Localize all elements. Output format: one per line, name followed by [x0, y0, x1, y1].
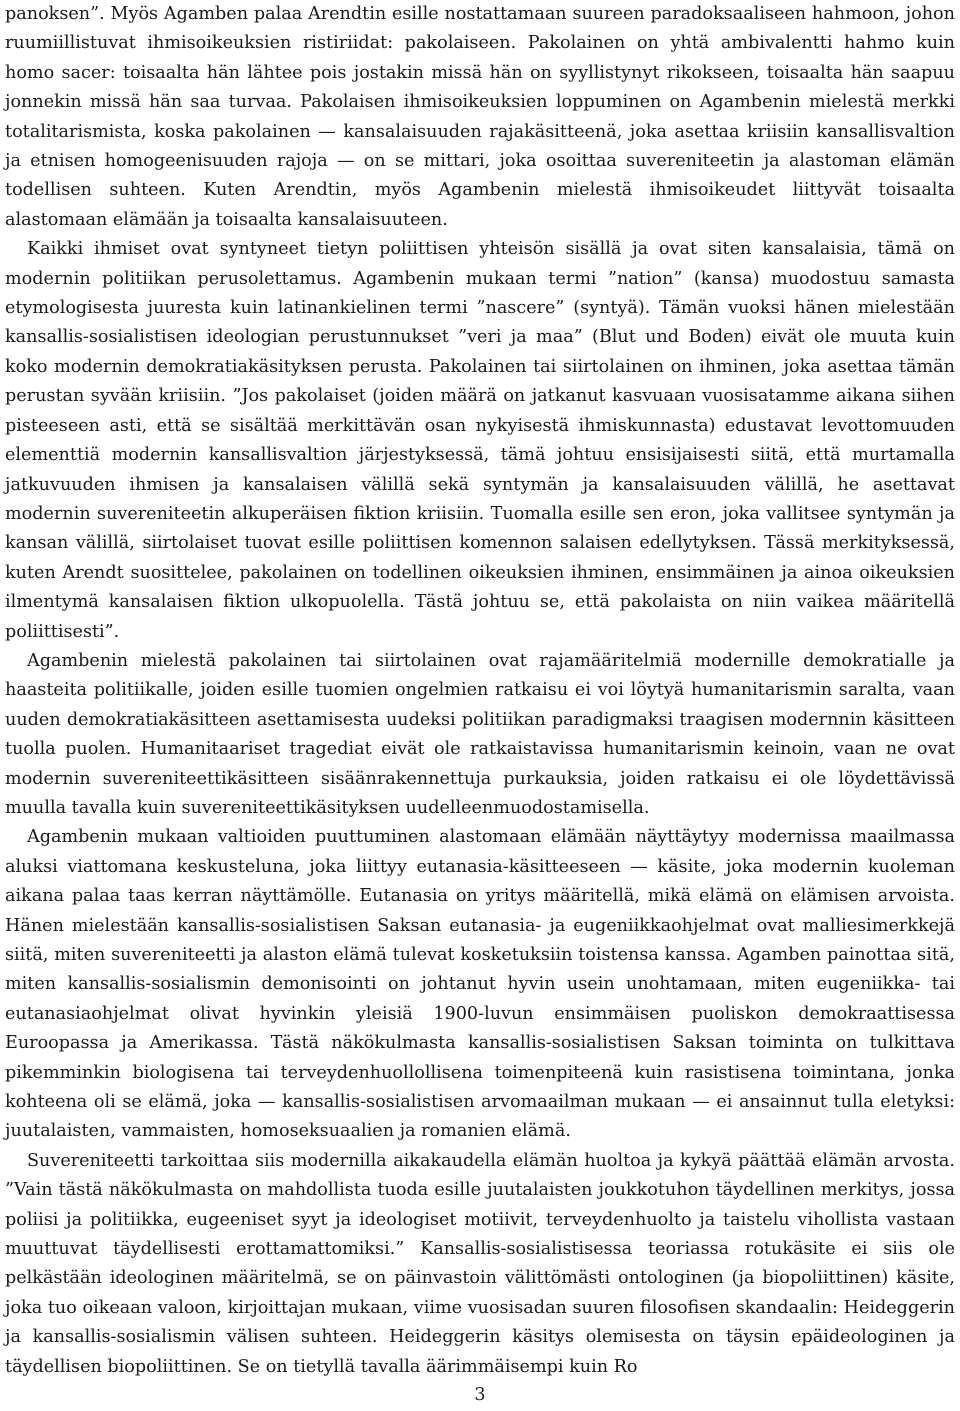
- paragraph-4: Agambenin mukaan valtioiden puuttuminen alastomaan elämään näyttäytyy modernissa maailmassa aluksi viattomana keskusteluna, joka liittyy eutanasia-käsitteeseen — käsite, joka modernin kuoleman aikana palaa taas kerran näyttämölle. Eutanasia on yritys määritellä, mikä elämä on elämisen arvoista. Hänen mielestään kansallis-sosialistisen Saksan eutanasia- ja eugeniikkaohjelmat ovat malliesimerkkejä siitä, miten suvereniteetti ja alaston elämä tulevat kosketuksiin toistensa kanssa. Agamben painottaa sitä, miten kansallis-sosialismin demonisointi on johtanut hyvin usein unohtamaan, miten eugeniikka- tai eutanasiaohjelmat olivat hyvinkin yleisiä 1900-luvun ensimmäisen puoliskon demokraattisessa Euroopassa ja Amerikassa. Tästä näkökulmasta kansallis-sosialistisen Saksan toiminta on tulkittava pikemminkin biologisena tai terveydenhuollollisena toimenpiteenä kuin rasistisena toimintana, jonka kohteena oli se elämä, joka — kansallis-sosialistisen arvomaailman mukaan — ei ansainnut tulla eletyksi: juutalaisten, vammaisten, homoseksuaalien ja romanien elämä.: [5, 827, 955, 1142]
- paragraph-1: panoksen”. Myös Agamben palaa Arendtin esille nostattamaan suureen paradoksaaliseen hahmoon, johon ruumiillistuvat ihmisoikeuksien ristiriidat: pakolaiseen. Pakolainen on yhtä ambivalentti hahmo kuin homo sacer: toisaalta hän lähtee pois jostakin missä hän on syyllistynyt rikokseen, toisaalta hän saapuu jonnekin missä hän saa turvaa. Pakolaisen ihmisoikeuksien loppuminen on Agambenin mielestä merkki totalitarismista, koska pakolainen — kansalaisuuden rajakäsitteenä, joka asettaa kriisiin kansallisvaltion ja etnisen homogeenisuuden rajoja — on se mittari, joka osoittaa suvereniteetin ja alastoman elämän todellisen suhteen. Kuten Arendtin, myös Agambenin mielestä ihmisoikeudet liittyvät toisaalta alastomaan elämään ja toisaalta kansalaisuuteen.: [5, 4, 955, 230]
- document-page: [5, 0, 955, 1382]
- paragraph-5: Suvereniteetti tarkoittaa siis modernilla aikakaudella elämän huoltoa ja kykyä päättää elämän arvosta. ”Vain tästä näkökulmasta on mahdollista tuoda esille juutalaisten joukkotuhon täydellinen merkitys, jossa poliisi ja politiikka, eugeeniset syyt ja ideologiset motiivit, terveydenhuolto ja taistelu vihollista vastaan muuttuvat täydellisesti erottamattomiksi.” Kansallis-sosialistisessa teoriassa rotukäsite ei siis ole pelkästään ideologinen määritelmä, se on päinvastoin välittömästi ontologinen (ja biopoliittinen) käsite, joka tuo oikeaan valoon, kirjoittajan mukaan, viime vuosisadan suuren filosofisen skandaalin: Heideggerin ja kansallis-sosialismin välisen suhteen. Heideggerin käsitys olemisesta on täysin epäideologinen ja täydellisen biopoliittinen. Se on tietyllä tavalla äärimmäisempi kuin Ro: [5, 1150, 955, 1377]
- paragraph-3: Agambenin mielestä pakolainen tai siirtolainen ovat rajamääritelmiä modernille demokratialle ja haasteita politiikalle, joiden esille tuomien ongelmien ratkaisu ei voi löytyä humanitarismin saralta, vaan uuden demokratiakäsitteen asettamisesta uudeksi politiikan paradigmaksi traagisen modernnin käsitteen tuolla puolen. Humanitaariset tragediat eivät ole ratkaistavissa humanitarismin keinoin, vaan ne ovat modernin suvereniteettikäsitteen sisäänrakennettuja purkauksia, joiden ratkaisu ei ole löydettävissä muulla tavalla kuin suvereniteettikäsityksen uudelleenmuodostamisella.: [5, 650, 955, 818]
- page-number: 3: [474, 1385, 486, 1405]
- paragraph-2: Kaikki ihmiset ovat syntyneet tietyn poliittisen yhteisön sisällä ja ovat siten kansalaisia, tämä on modernin politiikan perusolettamus. Agambenin mukaan termi ”nation” (kansa) muodostuu samasta etymologisesta juuresta kuin latinankielinen termi ”nascere” (syntyä). Tämän vuoksi hänen mielestään kansallis-sosialistisen ideologian perustunnukset ”veri ja maa” (Blut und Boden) eivät ole muuta kuin koko modernin demokratiakäsityksen perusta. Pakolainen tai siirtolainen on ihminen, joka asettaa tämän perustan syvään kriisiin. ”Jos pakolaiset (joiden määrä on jatkanut kasvuaan vuosisatamme aikana siihen pisteeseen asti, että se sisältää merkittävän osan nykyisestä ihmiskunnasta) edustavat levottomuuden elementtiä modernin kansallisvaltion järjestyksessä, tämä johtuu ensisijaisesti siitä, että murtamalla jatkuvuuden ihmisen ja kansalaisen välillä sekä syntymän ja kansalaisuuden välillä, he asettavat modernin suvereniteetin alkuperäisen fiktion kriisiin. Tuomalla esille sen eron, joka vallitsee syntymän ja kansan välillä, siirtolaiset tuovat esille poliittisen komennon salaisen edellytyksen. Tässä merkityksessä, kuten Arendt suosittelee, pakolainen on todellinen oikeuksien ihminen, ensimmäinen ja ainoa oikeuksien ilmentymä kansalaisen fiktion ulkopuolella. Tästä johtuu se, että pakolaista on niin vaikea määritellä poliittisesti”.: [5, 239, 955, 642]
